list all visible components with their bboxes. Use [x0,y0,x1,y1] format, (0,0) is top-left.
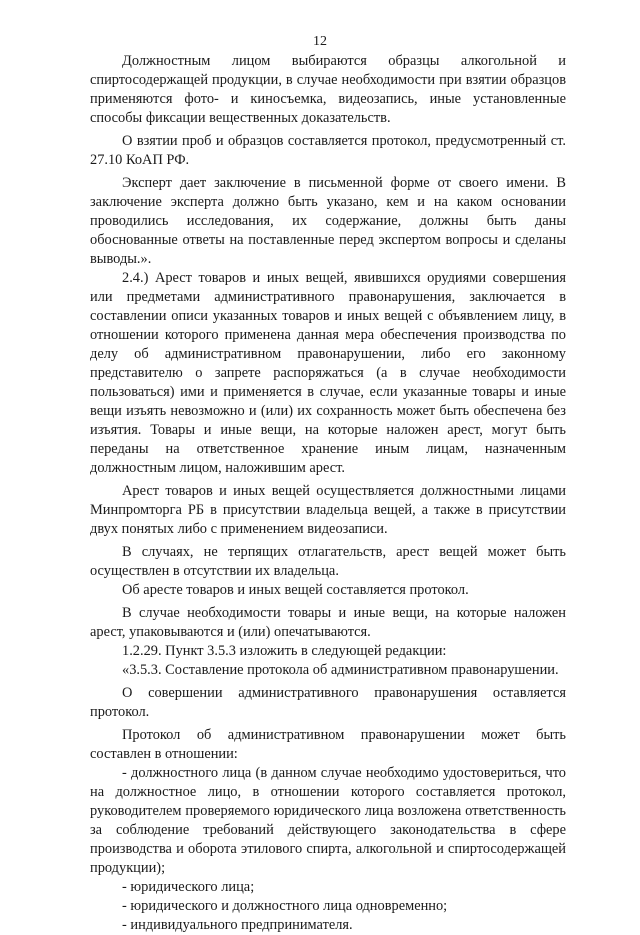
document-body [90,52,566,935]
paragraph: 2.4.) Арест товаров и иных вещей, явившихся орудиями совершения или предметами административного правонарушения, заключается в составлении описи указанных товаров и иных вещей с объявлением лицу, в отношении которого применена данная мера обеспечения производства по делу об административном правонарушении, либо его законному представителю о запрете распоряжаться (а в случае необходимости пользоваться) ими и применяется в случае, если указанные товары и иные вещи изъять невозможно и (или) их сохранность может быть обеспечена без изъятия. Товары и иные вещи, на которые наложен арест, могут быть переданы на ответственное хранение иным лицам, назначенным должностным лицом, наложившим арест. [90,270,566,476]
list-item: - должностного лица (в данном случае необходимо удостовериться, что на должностное лицо, в отношении которого составляется протокол, руководителем проверяемого юридического лица возложена ответственность за соблюдение требований действующего законодательства в сфере производства и оборота этилового спирта, алкогольной и спиртосодержащей продукции); [90,765,566,876]
paragraph: В случаях, не терпящих отлагательств, арест вещей может быть осуществлен в отсутствии их владельца. [90,544,566,579]
paragraph: Об аресте товаров и иных вещей составляется протокол. [122,582,469,598]
list-item: - юридического лица; [122,879,255,895]
list-item: - индивидуального предпринимателя. [122,917,353,933]
paragraph: Протокол об административном правонарушении может быть составлен в отношении: [90,727,566,762]
paragraph: 1.2.29. Пункт 3.5.3 изложить в следующей редакции: [122,643,447,659]
paragraph: О совершении административного правонарушения оставляется протокол. [90,685,566,720]
paragraph: Арест товаров и иных вещей осуществляется должностными лицами Минпромторга РБ в присутствии владельца вещей, а также в присутствии двух понятых либо с применением видеозаписи. [90,483,566,537]
paragraph: В случае необходимости товары и иные вещи, на которые наложен арест, упаковываются и (или) опечатываются. [90,605,566,640]
list-item: - юридического и должностного лица одновременно; [122,898,448,914]
paragraph: Эксперт дает заключение в письменной форме от своего имени. В заключение эксперта должно быть указано, кем и на каком основании проводились исследования, их содержание, должны быть даны обоснованные ответы на поставленные перед экспертом вопросы и сделаны выводы.». [90,175,566,267]
section-heading: «3.5.3. Составление протокола об административном правонарушении. [122,662,559,678]
paragraph: О взятии проб и образцов составляется протокол, предусмотренный ст. 27.10 КоАП РФ. [90,133,566,168]
page-number: 12 [313,34,327,49]
paragraph: Должностным лицом выбираются образцы алкогольной и спиртосодержащей продукции, в случае необходимости при взятии образцов применяются фото- и киносъемка, видеозапись, иные установленные способы фиксации вещественных доказательств. [90,53,566,126]
